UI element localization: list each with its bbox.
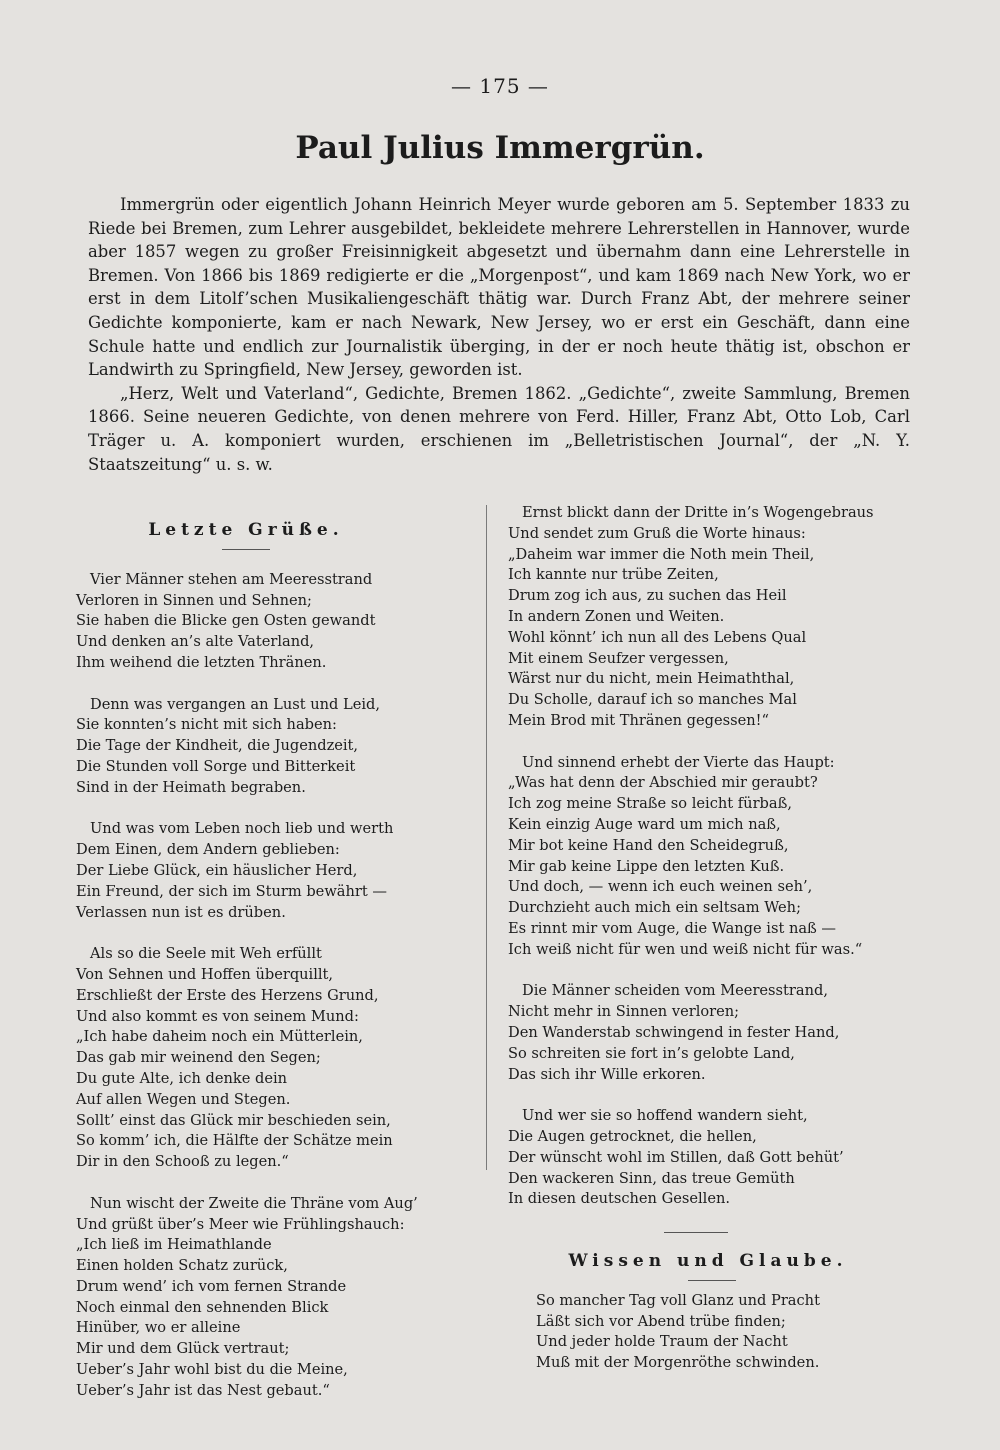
left-column (76, 520, 476, 1402)
poem-line: Der Liebe Glück, ein häuslicher Herd, (76, 861, 358, 879)
poem-line: Mir gab keine Lippe den letzten Kuß. (508, 857, 785, 875)
poem-line: Die Stunden voll Sorge und Bitterkeit (76, 757, 356, 775)
poem-line: Und also kommt es von seinem Mund: (76, 1007, 359, 1025)
poem-line: Und sendet zum Gruß die Worte hinaus: (508, 524, 806, 542)
poem-stanza (76, 944, 476, 1173)
poem-line: Und wer sie so hoffend wandern sieht, (522, 1107, 808, 1125)
biography (88, 193, 910, 476)
biography-paragraph-2: „Herz, Welt und Vaterland“, Gedichte, Bremen 1862. „Gedichte“, zweite Sammlung, Bremen 1866. Seine neueren Gedichte, von denen mehrere von Ferd. Hiller, Franz Abt, Otto Lob, Carl Träger u. A. komponiert wurden, erschienen im „Belletristischen Journal“, der „N. Y. Staatszeitung“ u. s. w. (88, 383, 910, 474)
poem-line: Und was vom Leben noch lieb und werth (90, 820, 394, 838)
poem-line: Verloren in Sinnen und Sehnen; (76, 591, 312, 609)
poem-line: Nicht mehr in Sinnen verloren; (508, 1003, 740, 1021)
poem-line: Die Tage der Kindheit, die Jugendzeit, (76, 737, 359, 755)
poem-line: Denn was vergangen an Lust und Leid, (90, 695, 380, 713)
poem-stanza (76, 819, 476, 923)
poem-line: Es rinnt mir vom Auge, die Wange ist naß — (508, 919, 837, 937)
poem-stanza (508, 1106, 908, 1210)
poem-line: Erschließt der Erste des Herzens Grund, (76, 986, 379, 1004)
poem-line: Drum wend’ ich vom fernen Strande (76, 1277, 347, 1295)
poem-line: Wärst nur du nicht, mein Heimaththal, (508, 670, 795, 688)
poem-line: Der wünscht wohl im Stillen, daß Gott behüt’ (508, 1148, 844, 1166)
poem-line: Die Männer scheiden vom Meeresstrand, (522, 982, 828, 1000)
poem-line: Und grüßt über’s Meer wie Frühlingshauch: (76, 1215, 405, 1233)
poem-line: Muß mit der Morgenröthe schwinden. (536, 1354, 820, 1372)
poem-stanza (508, 981, 908, 1085)
poem-line: In diesen deutschen Gesellen. (508, 1190, 731, 1208)
poem-line: So mancher Tag voll Glanz und Pracht (536, 1291, 820, 1309)
poem-line: Ich kannte nur trübe Zeiten, (508, 566, 719, 584)
poem-stanzas-right (508, 503, 908, 1210)
poem-line: Das gab mir weinend den Segen; (76, 1049, 321, 1067)
poem-line: Wohl könnt’ ich nun all des Lebens Qual (508, 628, 807, 646)
poem-line: Von Sehnen und Hoffen überquillt, (76, 965, 334, 983)
biography-paragraph-1: Immergrün oder eigentlich Johann Heinrich Meyer wurde geboren am 5. September 1833 zu Riede bei Bremen, zum Lehrer ausgebildet, bekleidete mehrere Lehrerstellen in Hannover, wurde aber 1857 wegen zu großer Freisinnigkeit abgesetzt und übernahm dann eine Lehrerstelle in Bremen. Von 1866 bis 1869 redigierte er die „Morgenpost“, und kam 1869 nach New York, wo er erst in dem Litolf’schen Musikaliengeschäft thätig war. Durch Franz Abt, der mehrere seiner Gedichte komponierte, kam er nach Newark, New Jersey, wo er erst ein Geschäft, dann eine Schule hatte und endlich zur Journalistik überging, in der er noch heute thätig ist, obschon er Landwirth zu Springfield, New Jersey, geworden ist. (88, 195, 910, 380)
poem-line: Den wackeren Sinn, das treue Gemüth (508, 1169, 795, 1187)
poem-line: Verlassen nun ist es drüben. (76, 903, 286, 921)
poem-line: Ueber’s Jahr ist das Nest gebaut.“ (76, 1381, 330, 1399)
title-rule (688, 1280, 736, 1281)
poem-line: Dir in den Schooß zu legen.“ (76, 1153, 289, 1171)
poem-line: Ueber’s Jahr wohl bist du die Meine, (76, 1361, 348, 1379)
poem-line: Und jeder holde Traum der Nacht (536, 1333, 788, 1351)
poem-line: Mein Brod mit Thränen gegessen!“ (508, 711, 769, 729)
poem-stanza (508, 503, 908, 732)
poem-line: Ernst blickt dann der Dritte in’s Wogengebraus (522, 504, 874, 521)
poem-line: Du Scholle, darauf ich so manches Mal (508, 691, 797, 709)
poem-stanzas-left (76, 570, 476, 1402)
poem-line: „Was hat denn der Abschied mir geraubt? (508, 774, 818, 792)
poem-line: Vier Männer stehen am Meeresstrand (90, 570, 373, 588)
poem-line: So schreiten sie fort in’s gelobte Land, (508, 1044, 795, 1062)
poem-line: Sollt’ einst das Glück mir beschieden sein, (76, 1111, 391, 1129)
poem-line: Ich zog meine Straße so leicht fürbaß, (508, 795, 792, 813)
poem-line: Das sich ihr Wille erkoren. (508, 1065, 706, 1083)
poem-line: Auf allen Wegen und Stegen. (76, 1090, 291, 1108)
poem-line: „Ich habe daheim noch ein Mütterlein, (76, 1028, 363, 1046)
poem-title: Wissen und Glaube. (568, 1251, 848, 1272)
poem-stanza (76, 570, 476, 674)
page-title: Paul Julius Immergrün. (295, 130, 705, 166)
poem-line: Den Wanderstab schwingend in fester Hand, (508, 1023, 840, 1041)
poem-line: Läßt sich vor Abend trübe finden; (536, 1312, 786, 1330)
poem-line: Und denken an’s alte Vaterland, (76, 633, 315, 651)
poem-line: Ich weiß nicht für wen und weiß nicht für was.“ (508, 940, 863, 958)
poem-line: Sie konnten’s nicht mit sich haben: (76, 716, 337, 734)
poem-stanza (536, 1291, 908, 1374)
poem-line: Durchzieht auch mich ein seltsam Weh; (508, 899, 802, 917)
poem-line: Drum zog ich aus, zu suchen das Heil (508, 587, 787, 605)
poem-stanza (508, 753, 908, 961)
section-rule (664, 1232, 728, 1233)
poem-line: Mir bot keine Hand den Scheidegruß, (508, 836, 789, 854)
poem-line: Noch einmal den sehnenden Blick (76, 1298, 329, 1316)
poem-line: Und sinnend erhebt der Vierte das Haupt: (522, 753, 835, 771)
poem-line: Hinüber, wo er alleine (76, 1319, 241, 1337)
poem-line: Mir und dem Glück vertraut; (76, 1340, 290, 1358)
poem-line: Und doch, — wenn ich euch weinen seh’, (508, 878, 813, 896)
poem-stanza (76, 1194, 476, 1402)
right-column (508, 503, 908, 1374)
column-divider (486, 505, 487, 1170)
poem-title: Letzte Grüße. (148, 520, 344, 540)
poem-line: In andern Zonen und Weiten. (508, 607, 725, 625)
poem-line: Als so die Seele mit Weh erfüllt (90, 945, 322, 963)
poem-wissen-und-glaube (508, 1251, 908, 1374)
poem-line: Einen holden Schatz zurück, (76, 1257, 288, 1275)
poem-line: Die Augen getrocknet, die hellen, (508, 1127, 757, 1145)
poem-line: Du gute Alte, ich denke dein (76, 1069, 288, 1087)
poem-stanza (76, 695, 476, 799)
poem-line: „Daheim war immer die Noth mein Theil, (508, 545, 815, 563)
poem-line: Sie haben die Blicke gen Osten gewandt (76, 612, 376, 630)
poem-line: Ein Freund, der sich im Sturm bewährt — (76, 882, 387, 900)
poem-line: Dem Einen, dem Andern geblieben: (76, 841, 340, 859)
poem-line: So komm’ ich, die Hälfte der Schätze mein (76, 1132, 393, 1150)
poem-line: „Ich ließ im Heimathlande (76, 1236, 272, 1254)
poem-line: Ihm weihend die letzten Thränen. (76, 653, 327, 671)
page-number: — 175 — (451, 74, 549, 98)
poem-line: Kein einzig Auge ward um mich naß, (508, 815, 781, 833)
poem-line: Nun wischt der Zweite die Thräne vom Aug’ (90, 1194, 418, 1212)
poem-line: Sind in der Heimath begraben. (76, 778, 306, 796)
poem-line: Mit einem Seufzer vergessen, (508, 649, 729, 667)
